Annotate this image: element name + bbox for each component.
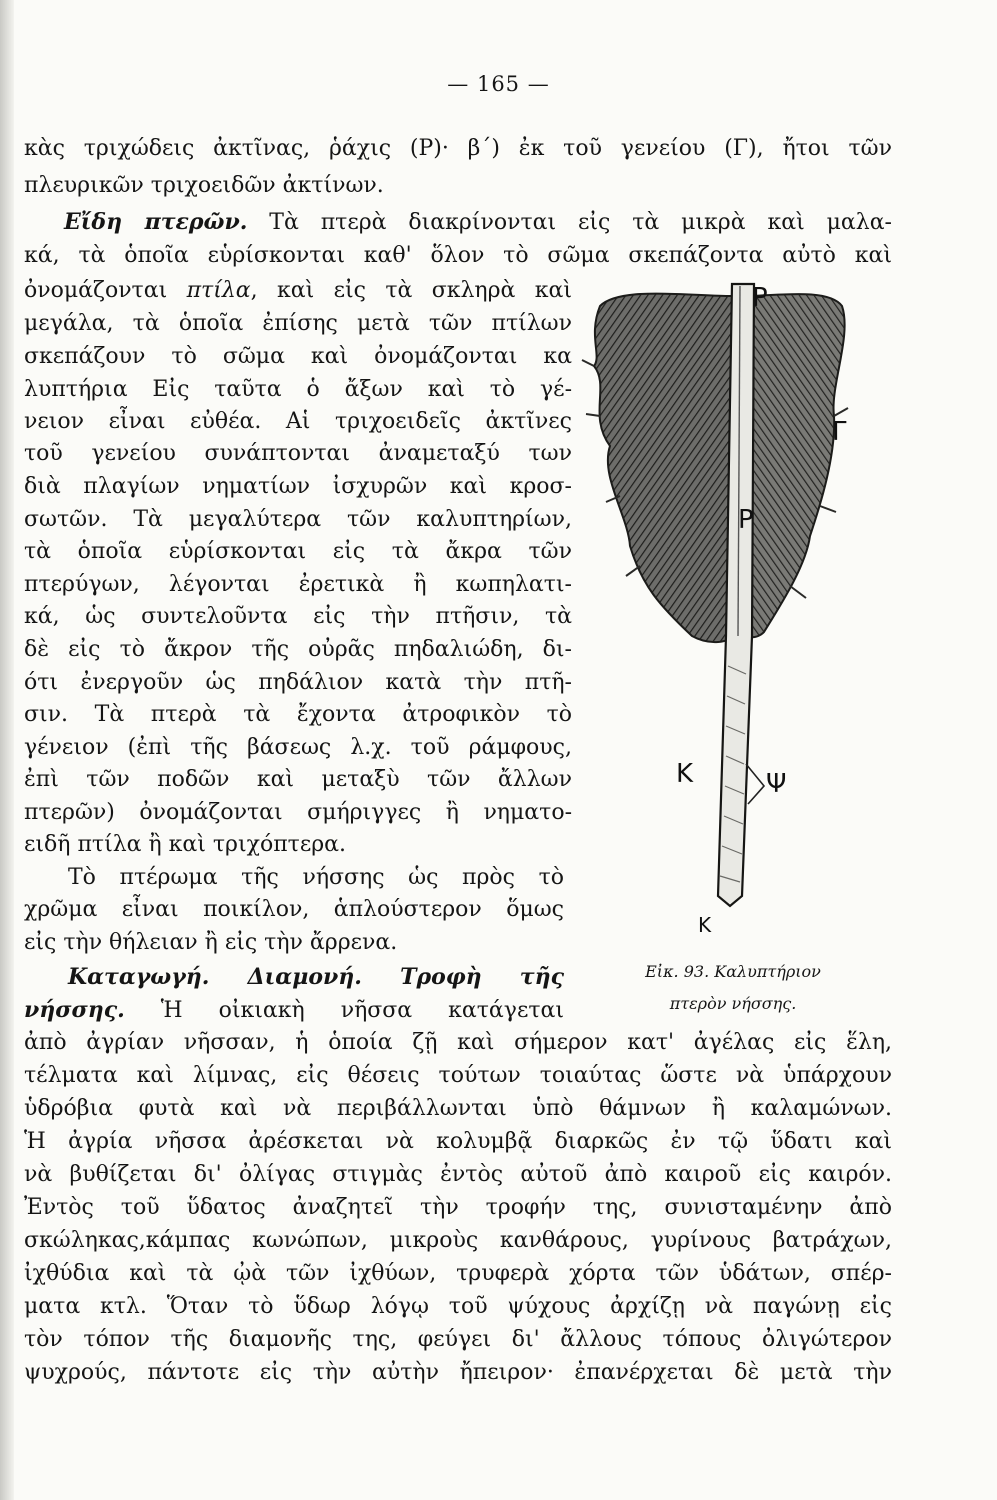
text-line: ότι ἐνεργοῦν ὡς πηδάλιον κατὰ τὴν πτῆ- — [24, 670, 572, 695]
section-heading-origin: Καταγωγή. Διαμονή. Τροφὴ τῆς — [68, 964, 564, 990]
text-line: τὸν τόπον τῆς διαμονῆς της, φεύγει δι' ἄλλους τόπους ὀλιγώτερον — [24, 1327, 892, 1352]
text-line: ἀπὸ ἀγρίαν νῆσσαν, ἡ ὁποία ζῇ καὶ σήμερον κατ' ἀγέλας εἰς ἕλη, — [24, 1030, 892, 1055]
text-line: διὰ πλαγίων νηματίων ἰσχυρῶν καὶ κροσ- — [24, 474, 572, 499]
text-line: πλευρικῶν τριχοειδῶν ἀκτίνων. — [24, 173, 384, 198]
text-run: Ἡ οἰκιακὴ νῆσσα κατάγεται — [124, 998, 564, 1023]
text-line: ειδῆ πτίλα ἢ καὶ τριχόπτερα. — [24, 832, 347, 857]
text-line: σκώληκας,κάμπας κωνώπων, μικροὺς κανθάρους, γυρίνους βατράχων, — [24, 1228, 892, 1253]
right-vane — [750, 294, 845, 637]
text-line: δὲ εἰς τὸ ἄκρον τῆς οὐρᾶς πηδαλιώδη, δι- — [24, 637, 572, 662]
figure-caption-line2: πτερὸν νήσσης. — [669, 994, 797, 1013]
text-line: Ἐντὸς τοῦ ὕδατος ἀναζητεῖ τὴν τροφήν της, συνισταμένην ἀπὸ — [24, 1195, 892, 1220]
text-line: τέλματα καὶ λίμνας, εἰς θέσεις τούτων τοιαύτας ὥστε νὰ ὑπάρχουν — [24, 1063, 892, 1088]
label-rachis-top: Ρ — [752, 283, 768, 313]
page-number: — 165 — — [447, 72, 550, 96]
feather-drawing — [580, 276, 865, 936]
text-line: ὑδρόβια φυτὰ καὶ νὰ περιβάλλωνται ὑπὸ θάμνων ἢ καλαμώνων. — [24, 1096, 892, 1121]
text-line: κά, τὰ ὁποῖα εὑρίσκονται καθ' ὅλον τὸ σῶμα σκεπάζοντα αὐτὸ καὶ — [24, 243, 892, 268]
text-line: μεγάλα, τὰ ὁποῖα ἐπίσης μετὰ τῶν πτίλων — [24, 311, 572, 336]
text-run: ὀνομάζονται — [24, 278, 187, 303]
text-line: Ἡ ἀγρία νῆσσα ἀρέσκεται νὰ κολυμβᾷ διαρκῶς ἐν τῷ ὕδατι καὶ — [24, 1129, 892, 1154]
text-line: σωτῶν. Τὰ μεγαλύτερα τῶν καλυπτηρίων, — [24, 507, 572, 532]
text-line: τοῦ γενείου συνάπτονται ἀναμεταξύ των — [24, 441, 572, 466]
label-quill: Κ — [676, 759, 694, 789]
text-line-heading — [24, 995, 564, 1026]
text-line: ψυχρούς, πάντοτε εἰς τὴν αὐτὴν ἤπειρον· ἐπανέρχεται δὲ μετὰ τὴν — [24, 1360, 892, 1385]
text-line: ματα κτλ. Ὅταν τὸ ὕδωρ λόγῳ τοῦ ψύχους ἀρχίζῃ νὰ παγώνῃ εἰς — [24, 1294, 892, 1319]
text-line-heading — [24, 962, 564, 993]
text-line: χρῶμα εἶναι ποικίλον, ἁπλούστερον ὅμως — [24, 897, 564, 922]
label-tip: Κ — [698, 913, 712, 936]
text-line: πτερύγων, λέγονται ἐρετικὰ ἢ κωπηλατι- — [24, 572, 572, 597]
section-heading-feather-types: Εἴδη πτερῶν. — [64, 209, 248, 235]
term-ptila: πτίλα — [186, 278, 251, 303]
text-line: νειον εἶναι εὐθέα. Αἱ τριχοειδεῖς ἀκτῖνες — [24, 409, 572, 434]
text-line: ἰχθύδια καὶ τὰ ᾠὰ τῶν ἰχθύων, τρυφερὰ χόρτα τῶν ὑδάτων, σπέρ- — [24, 1261, 892, 1286]
text-line — [24, 276, 572, 306]
text-line: ἐπὶ τῶν ποδῶν καὶ μεταξὺ τῶν ἄλλων — [24, 767, 572, 792]
section-heading-duck: νήσσης. — [24, 997, 125, 1023]
text-line: γένειον (ἐπὶ τῆς βάσεως λ.χ. τοῦ ράμφους, — [24, 735, 572, 760]
text-line: κὰς τριχώδεις ἀκτῖνας, ῥάχις (Ρ)· β΄) ἐκ τοῦ γενείου (Γ), ἤτοι τῶν — [24, 136, 892, 161]
label-rachis-mid: Ρ — [738, 505, 754, 535]
feather-illustration — [580, 276, 865, 936]
page-edge-shadow — [0, 0, 14, 1500]
text-line: σκεπάζουν τὸ σῶμα καὶ ὀνομάζονται κα — [24, 344, 572, 369]
left-vane — [594, 294, 732, 643]
text-line: νὰ βυθίζεται δι' ὀλίγας στιγμὰς ἐντὸς αὐτοῦ ἀπὸ καιροῦ εἰς καιρόν. — [24, 1162, 892, 1187]
text-line-heading — [24, 207, 892, 238]
text-line-indent: Τὸ πτέρωμα τῆς νήσσης ὡς πρὸς τὸ — [68, 865, 564, 890]
text-run: , καὶ εἰς τὰ σκληρὰ καὶ — [250, 278, 572, 303]
label-barbs: Ψ — [766, 769, 787, 799]
text-line: τὰ ὁποῖα εὑρίσκονται εἰς τὰ ἄκρα τῶν — [24, 539, 572, 564]
figure-caption-line1: Εἰκ. 93. Καλυπτήριον — [645, 962, 821, 981]
text-run: Τὰ πτερὰ διακρίνονται εἰς τὰ μικρὰ καὶ μαλα- — [247, 210, 892, 235]
label-vane: Γ — [832, 417, 847, 447]
text-line: εἰς τὴν θήλειαν ἢ εἰς τὴν ἄρρενα. — [24, 930, 398, 955]
text-line: σιν. Τὰ πτερὰ τὰ ἔχοντα ἀτροφικὸν τὸ — [24, 702, 572, 727]
text-line: λυπτήρια Εἰς ταῦτα ὁ ἄξων καὶ τὸ γέ- — [24, 377, 572, 402]
text-line: πτερῶν) ὀνομάζονται σμήριγγες ἢ νηματο- — [24, 800, 572, 825]
text-line: κά, ὡς συντελοῦντα εἰς τὴν πτῆσιν, τὰ — [24, 604, 572, 629]
